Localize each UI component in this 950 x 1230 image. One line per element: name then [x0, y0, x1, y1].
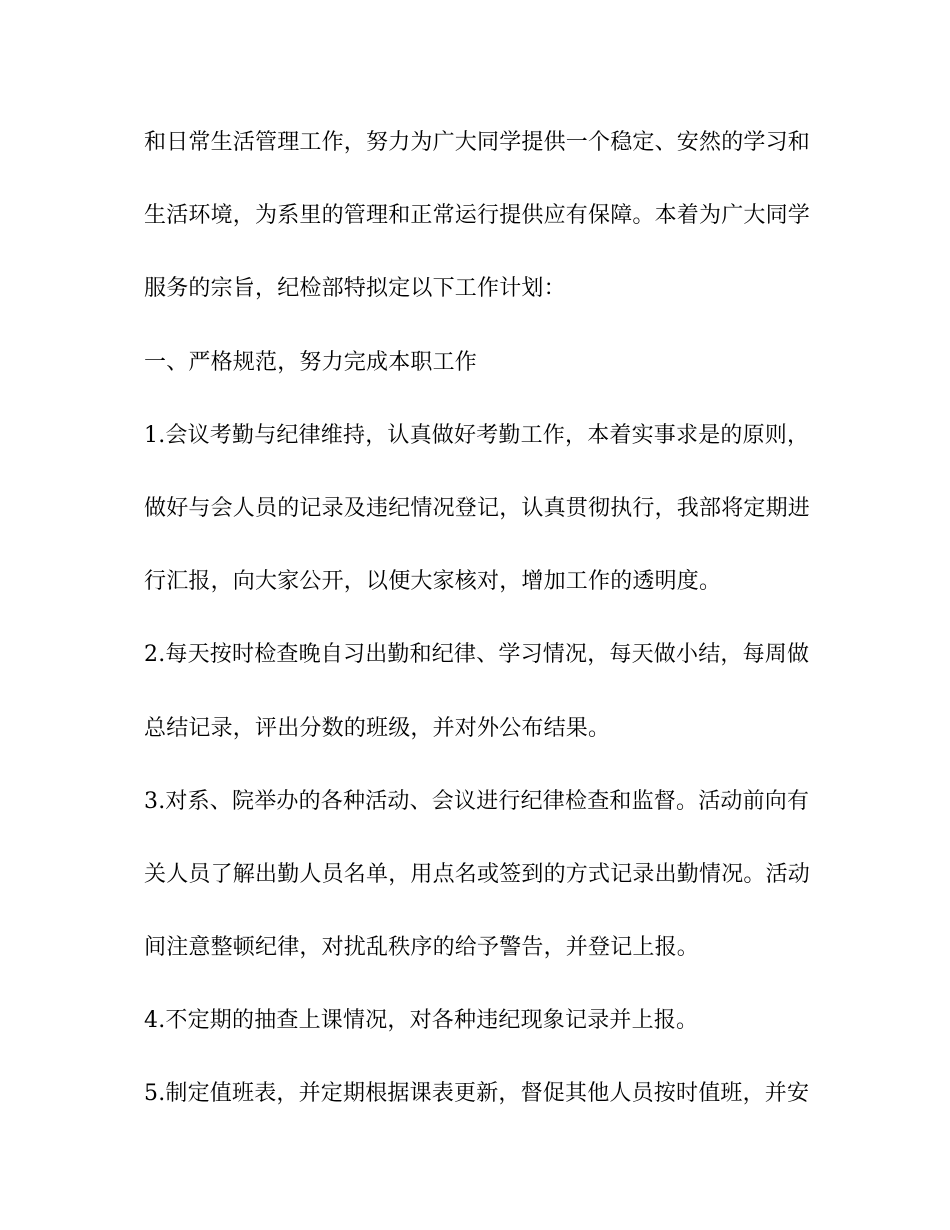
text-line: 服务的宗旨，纪检部特拟定以下工作计划：: [144, 276, 566, 302]
text-line: 关人员了解出勤人员名单，用点名或签到的方式记录出勤情况。活动: [144, 861, 811, 887]
text-line: 总结记录，评出分数的班级，并对外公布结果。: [144, 715, 611, 741]
list-item: 3.对系、院举办的各种活动、会议进行纪律检查和监督。活动前向有: [144, 788, 810, 814]
text-line: 行汇报，向大家公开，以便大家核对，增加工作的透明度。: [144, 569, 722, 595]
text-line: 生活环境，为系里的管理和正常运行提供应有保障。本着为广大同学: [144, 203, 811, 229]
list-item: 2.每天按时检查晚自习出勤和纪律、学习情况，每天做小结，每周做: [144, 642, 810, 668]
document-body: [144, 123, 811, 1148]
list-item: 5.制定值班表，并定期根据课表更新，督促其他人员按时值班，并安: [144, 1081, 810, 1107]
list-item: 1.会议考勤与纪律维持，认真做好考勤工作，本着实事求是的原则，: [144, 422, 810, 448]
text-line: 和日常生活管理工作，努力为广大同学提供一个稳定、安然的学习和: [144, 130, 811, 155]
section-heading: 一、严格规范，努力完成本职工作: [144, 349, 478, 375]
text-line: 做好与会人员的记录及违纪情况登记，认真贯彻执行，我部将定期进: [144, 495, 811, 521]
list-item: 4.不定期的抽查上课情况，对各种违纪现象记录并上报。: [144, 1008, 699, 1034]
text-line: 间注意整顿纪律，对扰乱秩序的给予警告，并登记上报。: [144, 935, 700, 961]
